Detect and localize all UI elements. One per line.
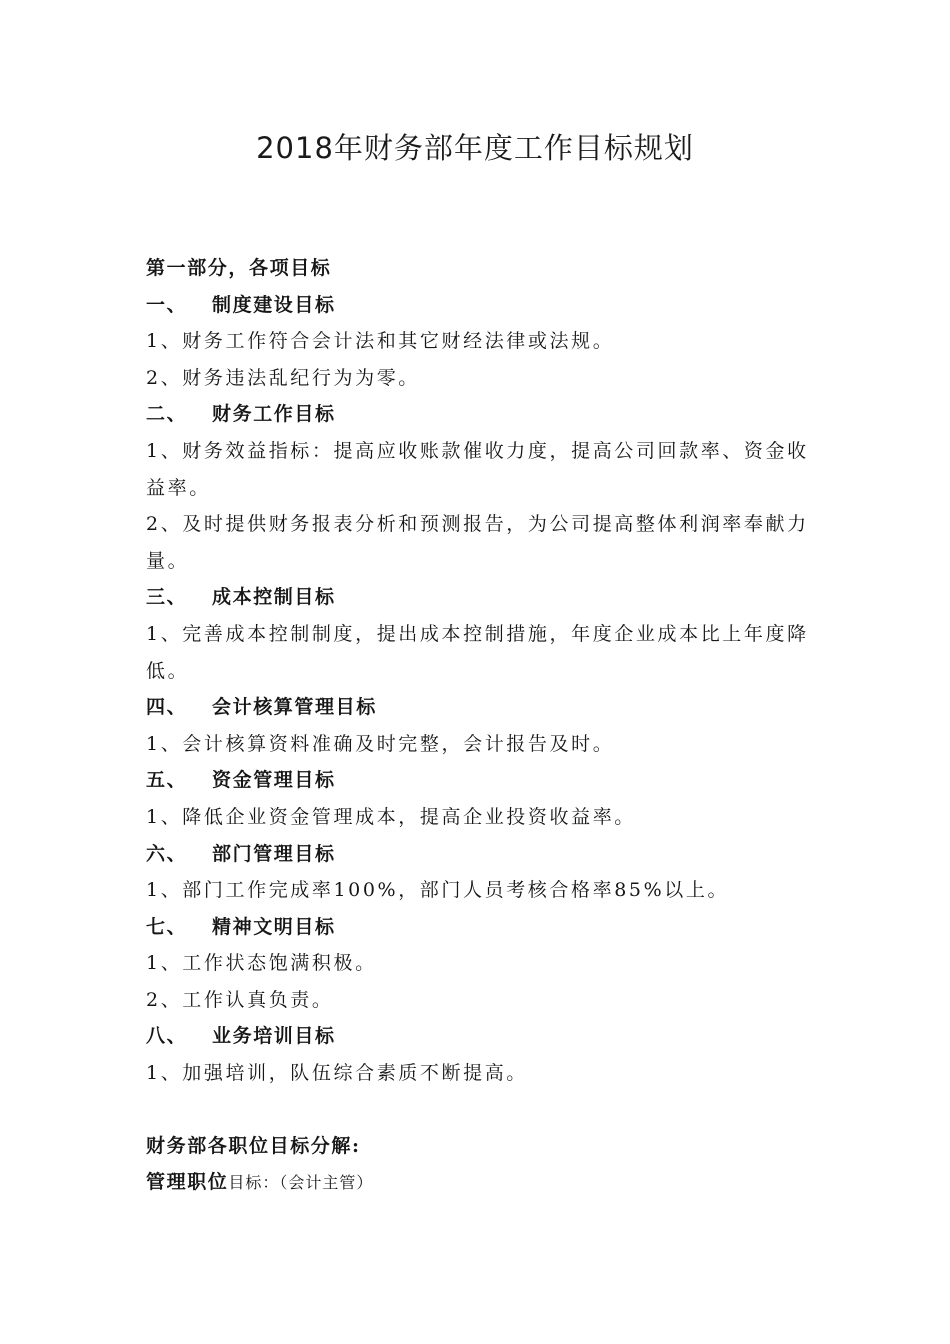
spacer (146, 1092, 816, 1128)
section-title: 业务培训目标 (212, 1025, 336, 1048)
section-heading (146, 762, 816, 799)
section-item: 1、会计核算资料准确及时完整，会计报告及时。 (146, 732, 615, 755)
section-item: 2、及时提供财务报表分析和预测报告，为公司提高整体利润率奉献力量。 (146, 513, 809, 572)
section-title: 制度建设目标 (212, 293, 336, 316)
section-title: 精神文明目标 (212, 915, 336, 938)
section-item: 2、财务违法乱纪行为为零。 (146, 366, 420, 389)
section-heading (146, 287, 816, 324)
document-body (146, 250, 816, 1202)
section-number: 二、 (146, 403, 188, 426)
section-item: 1、部门工作完成率100%，部门人员考核合格率85%以上。 (146, 879, 730, 902)
position-label: 管理职位 (146, 1171, 229, 1194)
section-title: 成本控制目标 (212, 586, 336, 609)
part-heading: 第一部分，各项目标 (146, 257, 332, 279)
section-number: 七、 (146, 915, 188, 938)
section-number: 六、 (146, 842, 188, 865)
section-item: 1、加强培训，队伍综合素质不断提高。 (146, 1062, 528, 1085)
section-heading (146, 689, 816, 726)
section-heading (146, 1018, 816, 1055)
section-item: 1、财务效益指标：提高应收账款催收力度，提高公司回款率、资金收益率。 (146, 439, 809, 499)
position-suffix: 目标：（会计主管） (228, 1173, 374, 1193)
position-line (146, 1164, 816, 1202)
section-number: 四、 (146, 696, 188, 719)
section-heading (146, 579, 816, 616)
section-item: 2、工作认真负责。 (146, 988, 334, 1011)
section-item: 1、工作状态饱满积极。 (146, 952, 377, 975)
section-item: 1、完善成本控制制度，提出成本控制措施，年度企业成本比上年度降低。 (146, 622, 809, 682)
section-heading (146, 909, 816, 946)
section-title: 会计核算管理目标 (212, 696, 377, 719)
section-title: 资金管理目标 (212, 769, 336, 792)
section-number: 一、 (146, 293, 188, 316)
section-number: 五、 (146, 769, 188, 792)
section-number: 八、 (146, 1025, 188, 1048)
section-title: 部门管理目标 (212, 842, 336, 865)
section-item: 1、降低企业资金管理成本，提高企业投资收益率。 (146, 805, 636, 828)
section-number: 三、 (146, 586, 188, 609)
section-item: 1、财务工作符合会计法和其它财经法律或法规。 (146, 330, 615, 353)
section-heading (146, 396, 816, 433)
section-heading (146, 836, 816, 873)
section-title: 财务工作目标 (212, 403, 336, 426)
document-title: 2018年财务部年度工作目标规划 (256, 131, 694, 165)
breakdown-heading: 财务部各职位目标分解: (146, 1134, 361, 1157)
